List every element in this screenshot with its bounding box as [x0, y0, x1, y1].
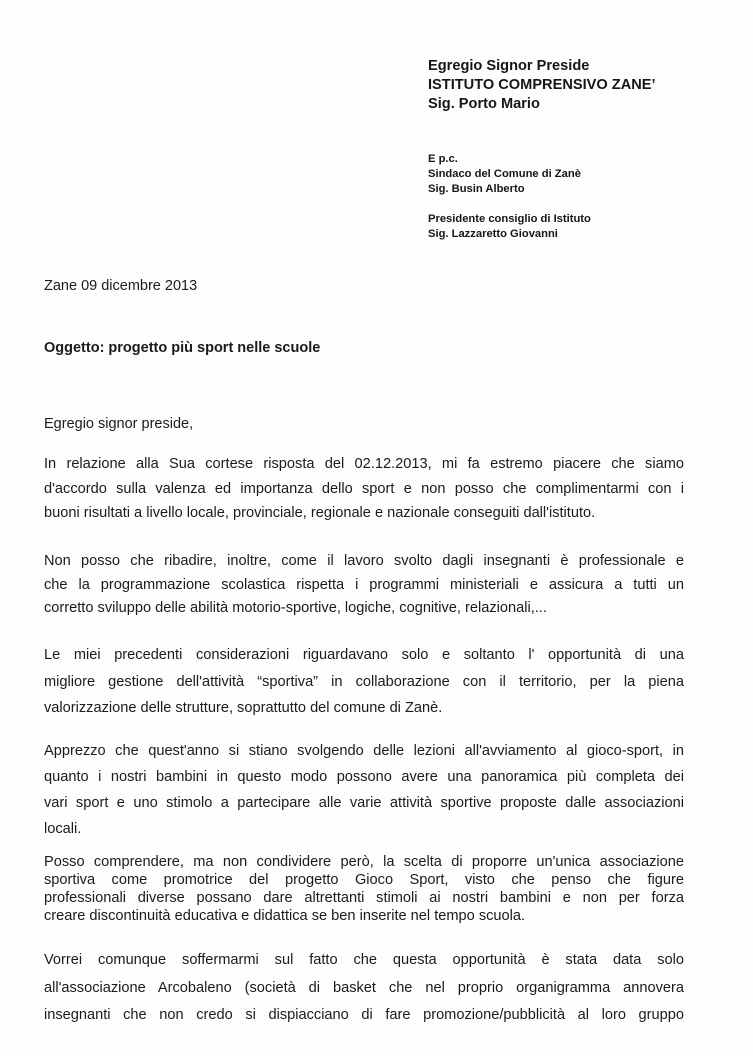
paragraph-line: Non posso che ribadire, inoltre, come il lavoro svolto dagli insegnanti è professionale e [44, 553, 684, 569]
recipient-line: ISTITUTO COMPRENSIVO ZANE’ [428, 77, 656, 93]
recipient-address [428, 57, 656, 114]
president-line: Sig. Lazzaretto Giovanni [428, 228, 558, 240]
cc-line: Sindaco del Comune di Zanè [428, 168, 581, 180]
paragraph-line: locali. [44, 821, 82, 837]
body-paragraph [44, 452, 684, 526]
letter-date: Zane 09 dicembre 2013 [44, 278, 198, 294]
paragraph-line: Vorrei comunque soffermarmi sul fatto che questa opportunità è stata data solo [44, 952, 684, 968]
paragraph-line: che la programmazione scolastica rispetta i programmi ministeriali e assicura a tutti un [44, 576, 684, 593]
body-paragraph [44, 853, 684, 925]
paragraph-line: Le miei precedenti considerazioni riguardavano solo e soltanto l' opportunità di una [44, 647, 684, 663]
paragraph-line: insegnanti che non credo si dispiacciano di fare promozione/pubblicità al loro gruppo [44, 1007, 684, 1023]
paragraph-line: valorizzazione delle strutture, soprattutto del comune di Zanè. [44, 700, 443, 716]
paragraph-line: all'associazione Arcobaleno (società di basket che nel proprio organigramma annovera [44, 979, 684, 996]
paragraph-line: vari sport e uno stimolo a partecipare alle varie attività sportive proposte dalle associazioni [44, 795, 684, 811]
body-paragraph [44, 738, 684, 842]
paragraph-line: professionali diverse possano dare altrettanti stimoli ai nostri bambini e non per forza [44, 890, 684, 906]
paragraph-line: corretto sviluppo delle abilità motorio-sportive, logiche, cognitive, relazionali,... [44, 600, 547, 616]
paragraph-line: migliore gestione dell'attività “sportiva” in collaborazione con il territorio, per la piena [44, 673, 684, 690]
paragraph-line: Posso comprendere, ma non condividere però, la scelta di proporre un'unica associazione [44, 854, 684, 870]
cc-line: Sig. Busin Alberto [428, 183, 525, 195]
president-address [428, 212, 591, 242]
cc-address [428, 152, 581, 197]
paragraph-line: In relazione alla Sua cortese risposta del 02.12.2013, mi fa estremo piacere che siamo [44, 456, 684, 472]
letter-subject: Oggetto: progetto più sport nelle scuole [44, 340, 321, 356]
body-paragraph [44, 947, 684, 1030]
paragraph-line: quanto i nostri bambini in questo modo possono avere una panoramica più completa dei [44, 769, 684, 785]
president-line: Presidente consiglio di Istituto [428, 213, 591, 225]
cc-line: E p.c. [428, 153, 458, 165]
paragraph-line: Apprezzo che quest'anno si stiano svolgendo delle lezioni all'avviamento al gioco-sport, in [44, 743, 684, 759]
body-paragraph [44, 550, 684, 621]
body-paragraph [44, 642, 684, 722]
paragraph-line: sportiva come promotrice del progetto Gioco Sport, visto che penso che figure [44, 872, 684, 888]
recipient-line: Sig. Porto Mario [428, 96, 540, 112]
recipient-line: Egregio Signor Preside [428, 58, 590, 74]
paragraph-line: d'accordo sulla valenza ed importanza dello sport e non posso che complimentarmi con i [44, 480, 684, 497]
letter-greeting: Egregio signor preside, [44, 416, 194, 432]
paragraph-line: buoni risultati a livello locale, provinciale, regionale e nazionale conseguiti dall'istituto. [44, 505, 596, 521]
paragraph-line: creare discontinuità educativa e didattica se ben inserite nel tempo scuola. [44, 908, 526, 924]
